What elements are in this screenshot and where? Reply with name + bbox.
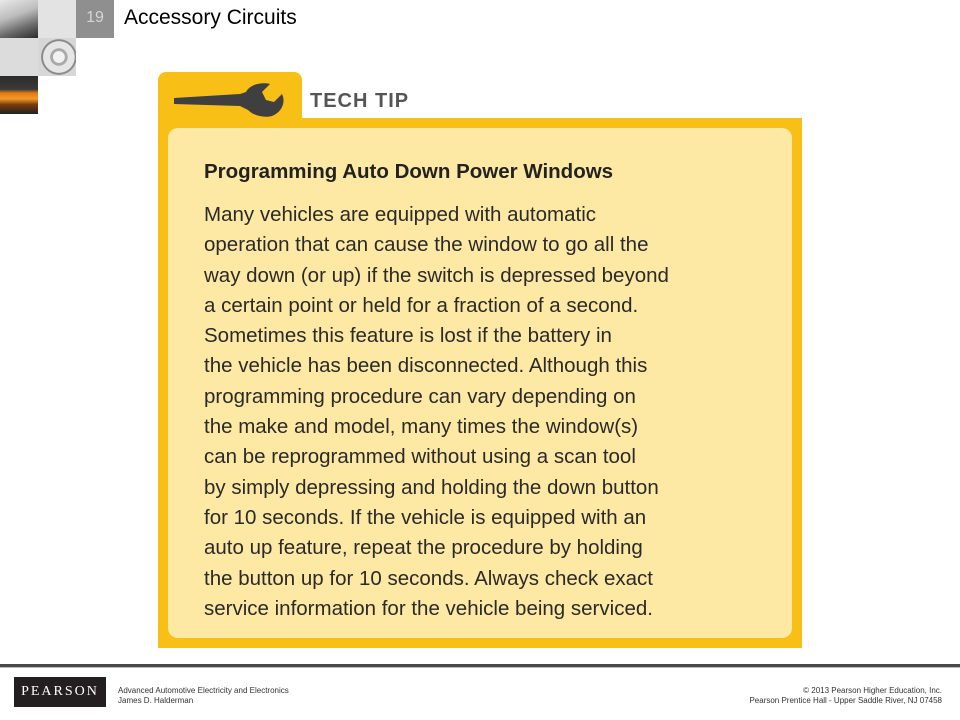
tech-tip-line: Sometimes this feature is lost if the battery in: [204, 324, 612, 348]
tech-tip-content: [168, 128, 792, 638]
tech-tip-frame: [158, 118, 802, 648]
tech-tip-line: way down (or up) if the switch is depressed beyond: [204, 263, 669, 287]
tech-tip-line: the make and model, many times the window(s): [204, 415, 639, 439]
tech-tip-label: TECH TIP: [310, 90, 410, 112]
footer-book-info: [118, 686, 289, 706]
tech-tip-line: auto up feature, repeat the procedure by holding: [204, 536, 643, 560]
orange-car-photo-icon: [0, 76, 38, 114]
tech-tip-heading: Programming Auto Down Power Windows: [204, 160, 614, 183]
slide-title: Accessory Circuits: [124, 6, 297, 29]
footer-copyright: [749, 686, 942, 706]
pearson-logo: PEARSON: [14, 677, 106, 707]
slide-number: 19: [86, 9, 104, 26]
tech-tip-line: the button up for 10 seconds. Always check exact: [204, 566, 653, 590]
footer-author: James D. Halderman: [118, 696, 194, 705]
tech-tip-line: for 10 seconds. If the vehicle is equipped with an: [204, 505, 647, 529]
tech-tip-body: [204, 200, 784, 624]
tech-tip-line: operation that can cause the window to go all the: [204, 233, 649, 257]
tech-tip-line: by simply depressing and holding the down button: [204, 475, 659, 499]
tech-tip-line: the vehicle has been disconnected. Although this: [204, 354, 648, 378]
wrench-icon: [170, 80, 290, 120]
tech-tip-line: a certain point or held for a fraction of a second.: [204, 293, 639, 317]
tech-tip-panel: [158, 72, 802, 648]
decorative-tile: [38, 0, 76, 38]
decorative-tile: [0, 38, 38, 76]
car-photo-icon: [0, 0, 38, 38]
footer-copyright-line: © 2013 Pearson Higher Education, Inc.: [803, 686, 942, 695]
tech-tip-line: programming procedure can vary depending on: [204, 384, 636, 408]
wheel-photo-icon: [38, 38, 76, 76]
tech-tip-line: Many vehicles are equipped with automatic: [204, 203, 596, 226]
footer-book-title: Advanced Automotive Electricity and Electronics: [118, 686, 289, 695]
tech-tip-line: service information for the vehicle being serviced.: [204, 596, 653, 620]
footer-divider-shadow: [0, 667, 960, 668]
footer-publisher-line: Pearson Prentice Hall - Upper Saddle River, NJ 07458: [749, 696, 942, 705]
tech-tip-line: can be reprogrammed without using a scan tool: [204, 445, 636, 469]
